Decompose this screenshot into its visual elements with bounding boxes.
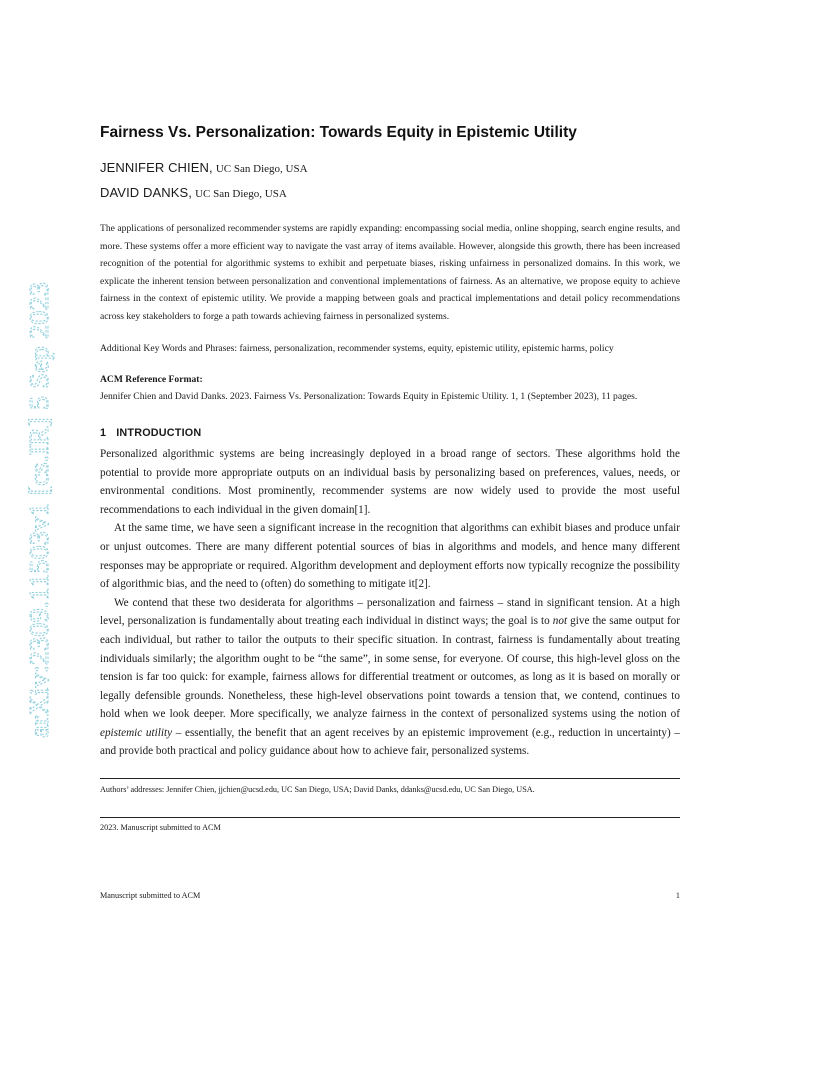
page-number: 1 <box>675 891 680 900</box>
section-number: 1 <box>100 426 107 439</box>
footnote-rule <box>100 778 680 779</box>
author-name: DAVID DANKS, <box>100 185 192 200</box>
section-title: INTRODUCTION <box>116 426 202 439</box>
arxiv-identifier: arXiv:2309.11503v1 [cs.IR] 5 Sep 2023 <box>24 305 54 738</box>
manuscript-note: 2023. Manuscript submitted to ACM <box>100 823 221 833</box>
author-line <box>100 158 680 179</box>
intro-paragraph-3 <box>100 594 680 761</box>
emphasis-text: epistemic utility <box>100 726 173 739</box>
section-heading <box>100 427 680 439</box>
manuscript-rule <box>100 817 680 818</box>
intro-paragraph-2: At the same time, we have seen a significant increase in the recognition that algorithms can exhibit biases and produce unfair or unjust outcomes. There are many different potential sources of bias in algorithms and models, and hence many different responses may be appropriate or required. Algorithm development and deployment efforts now typically recognize the possibility of algorithmic bias, and the need to (often) do something to mitigate it[2]. <box>100 522 680 591</box>
paper-title: Fairness Vs. Personalization: Towards Equity in Epistemic Utility <box>100 124 577 141</box>
acm-reference-heading: ACM Reference Format: <box>100 373 203 385</box>
paragraph-text: – essentially, the benefit that an agent receives by an epistemic improvement (e.g., reduction in uncertainty) – and provide both practical and policy guidance about how to achieve fair, personalized systems. <box>100 726 680 758</box>
paper-page <box>100 124 680 832</box>
acm-reference: Jennifer Chien and David Danks. 2023. Fairness Vs. Personalization: Towards Equity in Epistemic Utility. 1, 1 (September 2023), 11 pages. <box>100 390 638 402</box>
emphasis-text: not <box>552 615 568 628</box>
paragraph-text: We contend that these two desiderata for algorithms – personalization and fairness – stand in significant tension. At a high level, personalization is fundamentally about treating each individual in distinct ways; the goal is to <box>100 596 680 628</box>
authors-addresses: Authors’ addresses: Jennifer Chien, jjchien@ucsd.edu, UC San Diego, USA; David Danks, ddanks@ucsd.edu, UC San Diego, USA. <box>100 785 535 795</box>
author-line <box>100 183 680 204</box>
author-name: JENNIFER CHIEN, <box>100 160 213 175</box>
paragraph-text: give the same output for each individual, but rather to tailor the outputs to their specific situation. In contrast, fairness is fundamentally about treating individuals similarly; the algorithm ought to be “the same”, in some sense, for everyone. Of course, this high-level gloss on the tension is far too quick: for example, fairness allows for differential treatment or outcomes, as long as it is based on morally or legally defensible grounds. Nonetheless, these high-level observations point towards a tension that, we contend, continues to hold when we look deeper. More specifically, we analyze fairness in the context of personalized systems using the notion of <box>100 615 680 721</box>
intro-paragraph-1: Personalized algorithmic systems are being increasingly deployed in a broad range of sectors. These algorithms hold the potential to provide more appropriate outputs on an individual basis by personalizing based on preferences, values, needs, or environmental conditions. Most prominently, recommender systems are now widely used to provide the most useful recommendations to each individual in the given domain[1]. <box>100 447 680 516</box>
author-affiliation: UC San Diego, USA <box>195 188 287 200</box>
keywords: Additional Key Words and Phrases: fairness, personalization, recommender systems, equity, epistemic utility, epistemic harms, policy <box>100 342 614 354</box>
abstract: The applications of personalized recommender systems are rapidly expanding: encompassing social media, online shopping, search engine results, and more. These systems offer a more efficient way to navigate the vast array of items available. However, alongside this growth, there has been increased recognition of the potential for algorithmic systems to exhibit and perpetuate biases, risking unfairness in personalized domains. In this work, we explicate the inherent tension between personalization and conventional implementations of fairness. As an alternative, we propose equity to achieve fairness in the context of epistemic utility. We provide a mapping between goals and practical implementations and detail policy recommendations across key stakeholders to forge a path towards achieving fairness in personalized systems. <box>100 223 680 322</box>
author-affiliation: UC San Diego, USA <box>215 163 308 175</box>
arxiv-watermark <box>16 280 56 740</box>
running-footer <box>100 891 680 900</box>
footer-journal: Manuscript submitted to ACM <box>100 891 201 900</box>
